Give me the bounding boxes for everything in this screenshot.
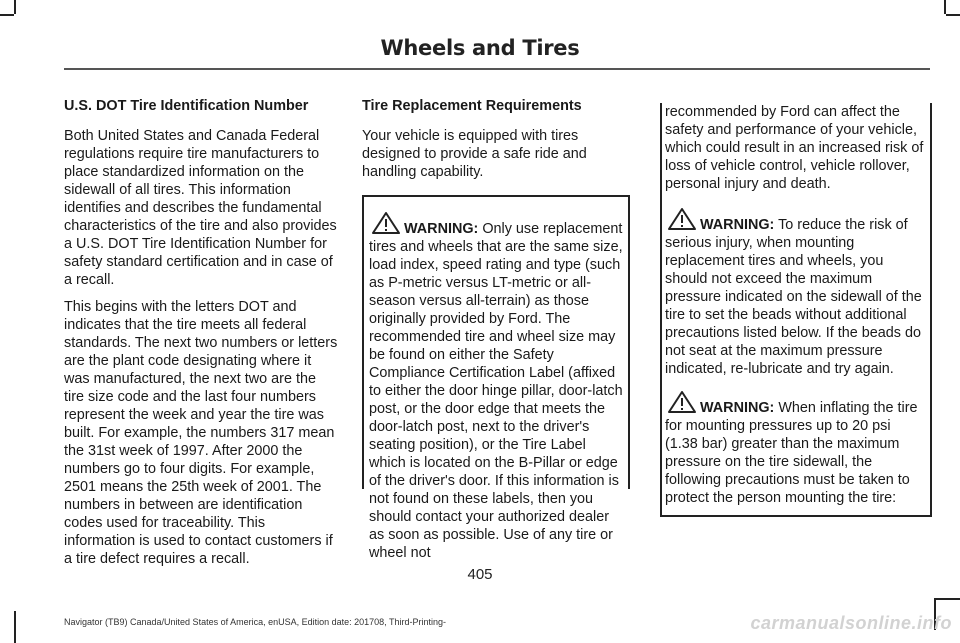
warning-icon <box>667 390 697 414</box>
column-1 <box>64 97 338 577</box>
page-title: Wheels and Tires <box>380 36 580 60</box>
watermark: carmanualsonline.info <box>750 613 952 633</box>
crop-mark <box>14 611 16 643</box>
warning-item <box>369 211 626 562</box>
warning-text: To reduce the risk of serious injury, when mounting replacement tires and wheels, you should not exceed the maximum pressure indicated on the sidewall of the tire to set the beads without additional precautions listed below. If the beads do not seat at the maximum pressure indicated, re-lubricate and try again. <box>665 217 922 377</box>
column-2 <box>362 97 630 561</box>
paragraph: This begins with the letters DOT and indicates that the tire meets all federal standards. The next two numbers or letters are the plant code designating where it was manufactured, the next two are the tire size code and the last four numbers represent the week and year the tire was built. For example, the numbers 317 mean the 31st week of 1997. After 2000 the numbers go to four digits. For example, 2501 means the 25th week of 2001. The numbers in between are identification codes used for traceability. This information is used to contact customers if a tire defect requires a recall. <box>64 299 338 567</box>
column-3 <box>660 103 932 517</box>
footer-edition-info: Navigator (TB9) Canada/United States of America, enUSA, Edition date: 201708, Third-Printing- <box>64 617 447 627</box>
warning-box-continued <box>660 103 932 517</box>
warning-label: WARNING: <box>700 400 775 416</box>
paragraph: Your vehicle is equipped with tires designed to provide a safe ride and handling capability. <box>362 128 587 180</box>
header-divider <box>64 68 930 70</box>
warning-text: When inflating the tire for mounting pressures up to 20 psi (1.38 bar) greater than the maximum pressure on the tire sidewall, the following precautions must be taken to protect the person mounting the tire: <box>665 400 918 506</box>
crop-mark <box>936 598 960 600</box>
warning-text: Only use replacement tires and wheels that are the same size, load index, speed rating and type (such as P-metric versus LT-metric or all-season versus all-terrain) as those originally provided by Ford. The recommended tire and wheel size may be found on either the Safety Compliance Certification Label (affixed to either the door hinge pillar, door-latch post, or the door edge that meets the door-latch post, next to the driver's seating position), or the Tire Label which is located on the B-Pillar or edge of the driver's door. If this information is not found on these labels, then you should contact your authorized dealer as soon as possible. Use of any tire or wheel not <box>369 221 623 561</box>
crop-mark <box>0 14 14 16</box>
crop-mark <box>944 0 946 14</box>
warning-label: WARNING: <box>404 221 479 237</box>
crop-mark <box>946 14 960 16</box>
warning-icon <box>667 207 697 231</box>
paragraph: Both United States and Canada Federal regulations require tire manufacturers to place standardized information on the sidewall of all tires. This information identifies and describes the fundamental characteristics of the tire and also provides a U.S. DOT Tire Identification Number for safety standard certification and in case of a recall. <box>64 128 337 288</box>
crop-mark <box>14 0 16 14</box>
section-heading: Tire Replacement Requirements <box>362 98 582 114</box>
page-number: 405 <box>467 566 493 583</box>
warning-continuation: recommended by Ford can affect the safety and performance of your vehicle, which could result in an increased risk of loss of vehicle control, vehicle rollover, personal injury and death. <box>665 104 924 192</box>
section-heading: U.S. DOT Tire Identification Number <box>64 98 309 114</box>
warning-label: WARNING: <box>700 217 775 233</box>
warning-icon <box>371 211 401 235</box>
warning-item <box>665 207 927 378</box>
warning-box <box>362 195 630 561</box>
warning-item <box>665 390 927 507</box>
